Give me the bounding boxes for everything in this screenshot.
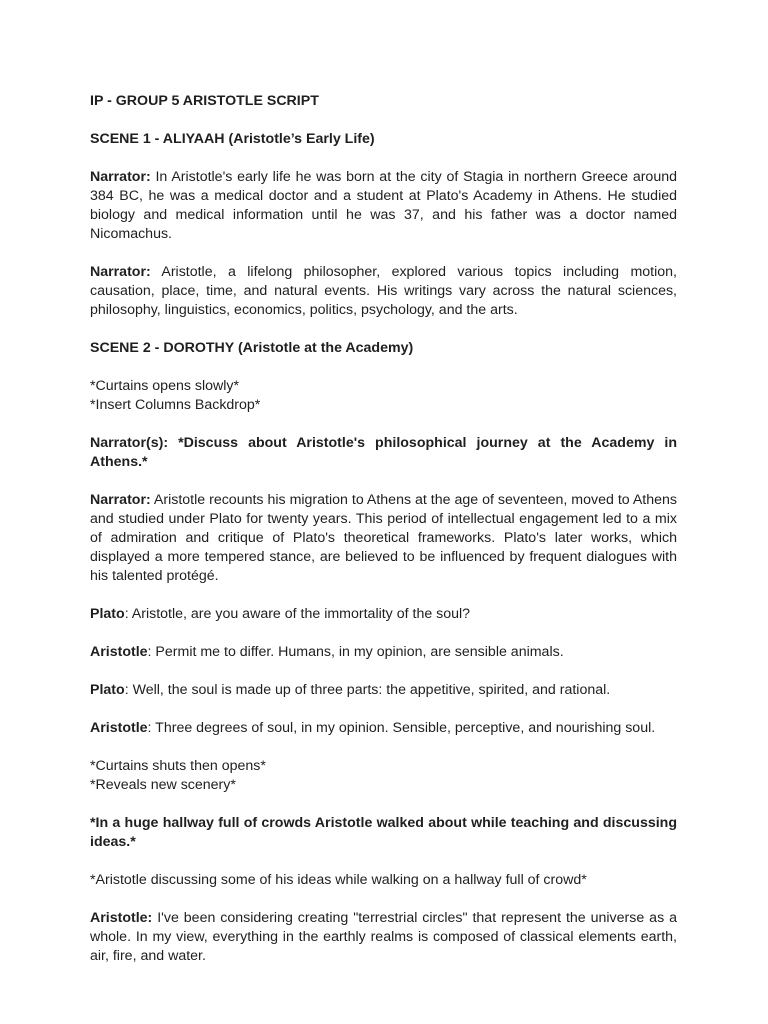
- dialogue-text: : Well, the soul is made up of three parts: the appetitive, spirited, and rational.: [124, 682, 611, 698]
- speaker-label: Aristotle: [90, 720, 148, 736]
- speaker-label: Narrator:: [90, 492, 151, 508]
- dialogue-text: : Aristotle, are you aware of the immortality of the soul?: [124, 606, 471, 622]
- aristotle-speech: [90, 909, 677, 966]
- stage-direction-3: *Aristotle discussing some of his ideas while walking on a hallway full of crowd*: [90, 872, 587, 888]
- speaker-label: Plato: [90, 606, 125, 622]
- dialogue-line: [90, 719, 677, 738]
- speech-text: I've been considering creating "terrestrial circles" that represent the universe as a whole. In my view, everything in the earthly realms is composed of classical elements earth, air, fire, and water.: [90, 910, 677, 964]
- narration-text: Aristotle recounts his migration to Athens at the age of seventeen, moved to Athens and studied under Plato for twenty years. This period of intellectual engagement led to a mix of admiration and critique of Plato's theoretical frameworks. Plato's later works, which displayed a more tempered stance, are believed to be influenced by frequent dialogues with his talented protégé.: [90, 492, 677, 584]
- speaker-label: Aristotle: [90, 644, 148, 660]
- dialogue-line: [90, 681, 677, 700]
- dialogue-text: : Permit me to differ. Humans, in my opinion, are sensible animals.: [147, 644, 564, 660]
- dialogue-text: : Three degrees of soul, in my opinion. Sensible, perceptive, and nourishing soul.: [147, 720, 656, 736]
- stage-line: *Curtains opens slowly*: [90, 378, 240, 394]
- scene2-narration: [90, 491, 677, 586]
- scene2-heading: SCENE 2 - DOROTHY (Aristotle at the Academy): [90, 340, 414, 356]
- scene1-heading: SCENE 1 - ALIYAAH (Aristotle’s Early Life): [90, 131, 375, 147]
- stage-direction-2: [90, 757, 677, 795]
- dialogue-line: [90, 643, 677, 662]
- dialogue-line: [90, 605, 677, 624]
- document-page: [90, 92, 677, 985]
- stage-line: *Insert Columns Backdrop*: [90, 397, 261, 413]
- narration-text: Aristotle, a lifelong philosopher, explored various topics including motion, causation, place, time, and natural events. His writings vary across the natural sciences, philosophy, linguistics, economics, politics, psychology, and the arts.: [90, 264, 677, 318]
- speaker-label: Narrator:: [90, 169, 151, 185]
- stage-direction-1: [90, 377, 677, 415]
- speaker-label: Plato: [90, 682, 125, 698]
- stage-line: *Reveals new scenery*: [90, 777, 236, 793]
- hallway-direction: *In a huge hallway full of crowds Aristotle walked about while teaching and discussing ideas.*: [90, 815, 677, 850]
- stage-line: *Curtains shuts then opens*: [90, 758, 266, 774]
- document-title: IP - GROUP 5 ARISTOTLE SCRIPT: [90, 93, 319, 109]
- narration-text: In Aristotle's early life he was born at the city of Stagia in northern Greece around 384 BC, he was a medical doctor and a student at Plato's Academy in Athens. He studied biology and medical information until he was 37, and his father was a doctor named Nicomachus.: [90, 169, 677, 242]
- speaker-label: Narrator:: [90, 264, 151, 280]
- scene1-narration-1: [90, 168, 677, 244]
- speaker-label: Aristotle:: [90, 910, 153, 926]
- narrators-direction: Narrator(s): *Discuss about Aristotle's philosophical journey at the Academy in Athens.*: [90, 435, 677, 470]
- scene1-narration-2: [90, 263, 677, 320]
